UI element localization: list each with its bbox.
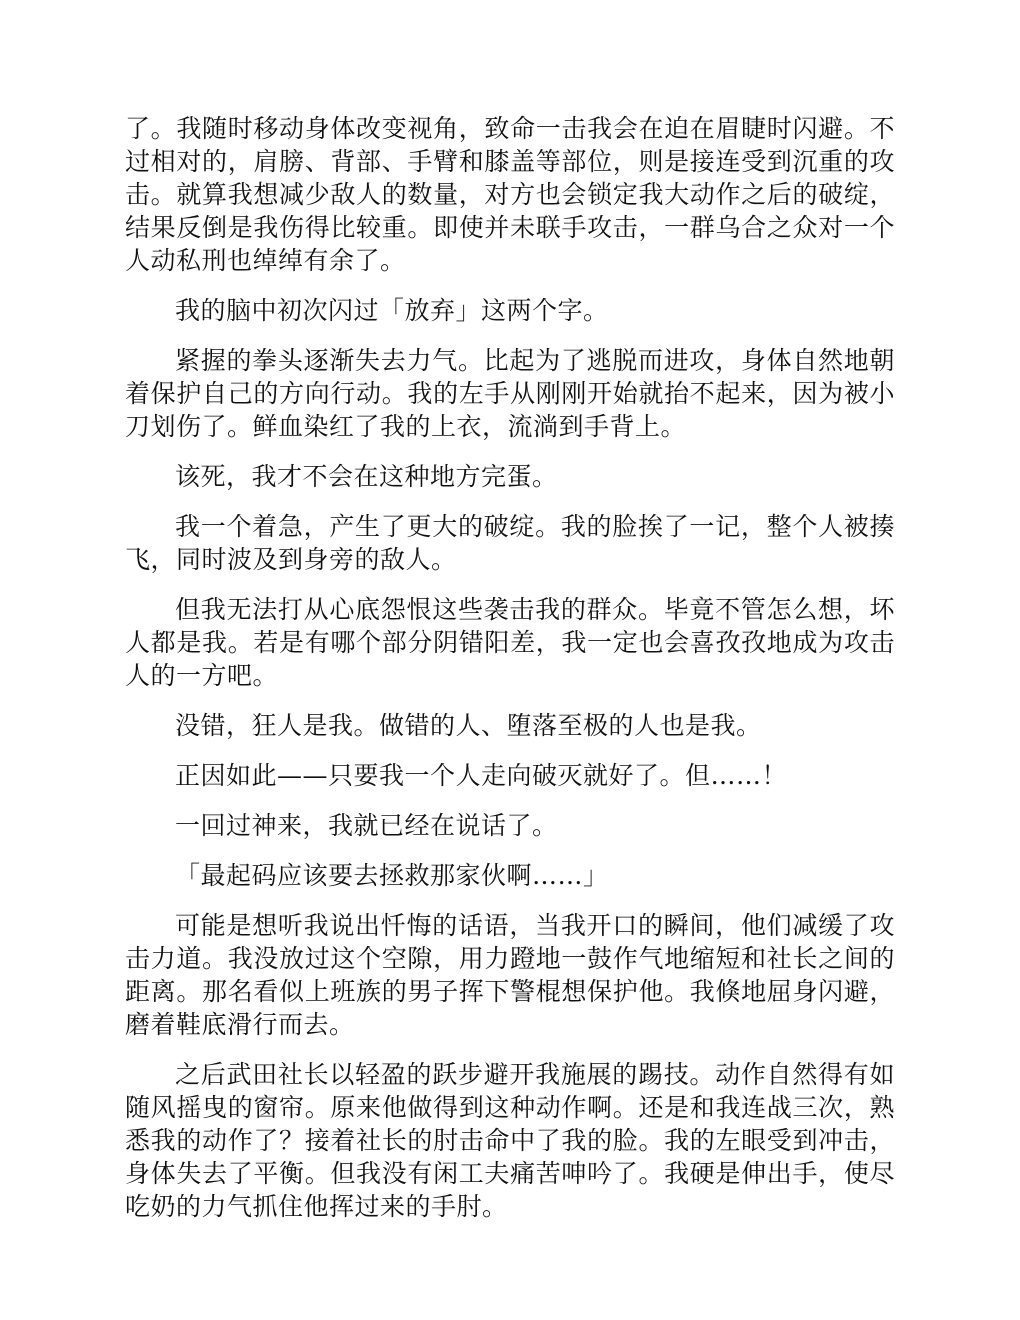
paragraph-continued: 了。我随时移动身体改变视角，致命一击我会在迫在眉睫时闪避。不过相对的，肩膀、背部、手臂和膝盖等部位，则是接连受到沉重的攻击。就算我想减少敌人的数量，对方也会锁定我大动作之后的破绽，结果反倒是我伤得比较重。即使并未联手攻击，一群乌合之众对一个人动私刑也绰绰有余了。 (125, 114, 895, 275)
paragraph: 紧握的拳头逐渐失去力气。比起为了逃脱而进攻，身体自然地朝着保护自己的方向行动。我的左手从刚刚开始就抬不起来，因为被小刀划伤了。鲜血染红了我的上衣，流淌到手背上。 (125, 346, 895, 441)
paragraph: 但我无法打从心底怨恨这些袭击我的群众。毕竟不管怎么想，坏人都是我。若是有哪个部分阴错阳差，我一定也会喜孜孜地成为攻击人的一方吧。 (125, 595, 895, 690)
paragraph: 该死，我才不会在这种地方完蛋。 (175, 462, 558, 491)
paragraph: 我一个着急，产生了更大的破绽。我的脸挨了一记，整个人被揍飞，同时波及到身旁的敌人。 (125, 512, 895, 574)
paragraph: 没错，狂人是我。做错的人、堕落至极的人也是我。 (175, 711, 762, 740)
page-body (125, 112, 895, 1240)
paragraph: 正因如此——只要我一个人走向破灭就好了。但……！ (175, 761, 788, 790)
paragraph: 一回过神来，我就已经在说话了。 (175, 811, 558, 840)
paragraph: 我的脑中初次闪过「放弃」这两个字。 (175, 296, 609, 325)
paragraph: 之后武田社长以轻盈的跃步避开我施展的踢技。动作自然得有如随风摇曳的窗帘。原来他做得到这种动作啊。还是和我连战三次，熟悉我的动作了？接着社长的肘击命中了我的脸。我的左眼受到冲击，身体失去了平衡。但我没有闲工夫痛苦呻吟了。我硬是伸出手，使尽吃奶的力气抓住他挥过来的手肘。 (125, 1060, 895, 1221)
paragraph: 可能是想听我说出忏悔的话语，当我开口的瞬间，他们减缓了攻击力道。我没放过这个空隙，用力蹬地一鼓作气地缩短和社长之间的距离。那名看似上班族的男子挥下警棍想保护他。我倏地屈身闪避，磨着鞋底滑行而去。 (125, 911, 895, 1039)
paragraph-dialogue: 「最起码应该要去拯救那家伙啊……」 (175, 861, 609, 890)
